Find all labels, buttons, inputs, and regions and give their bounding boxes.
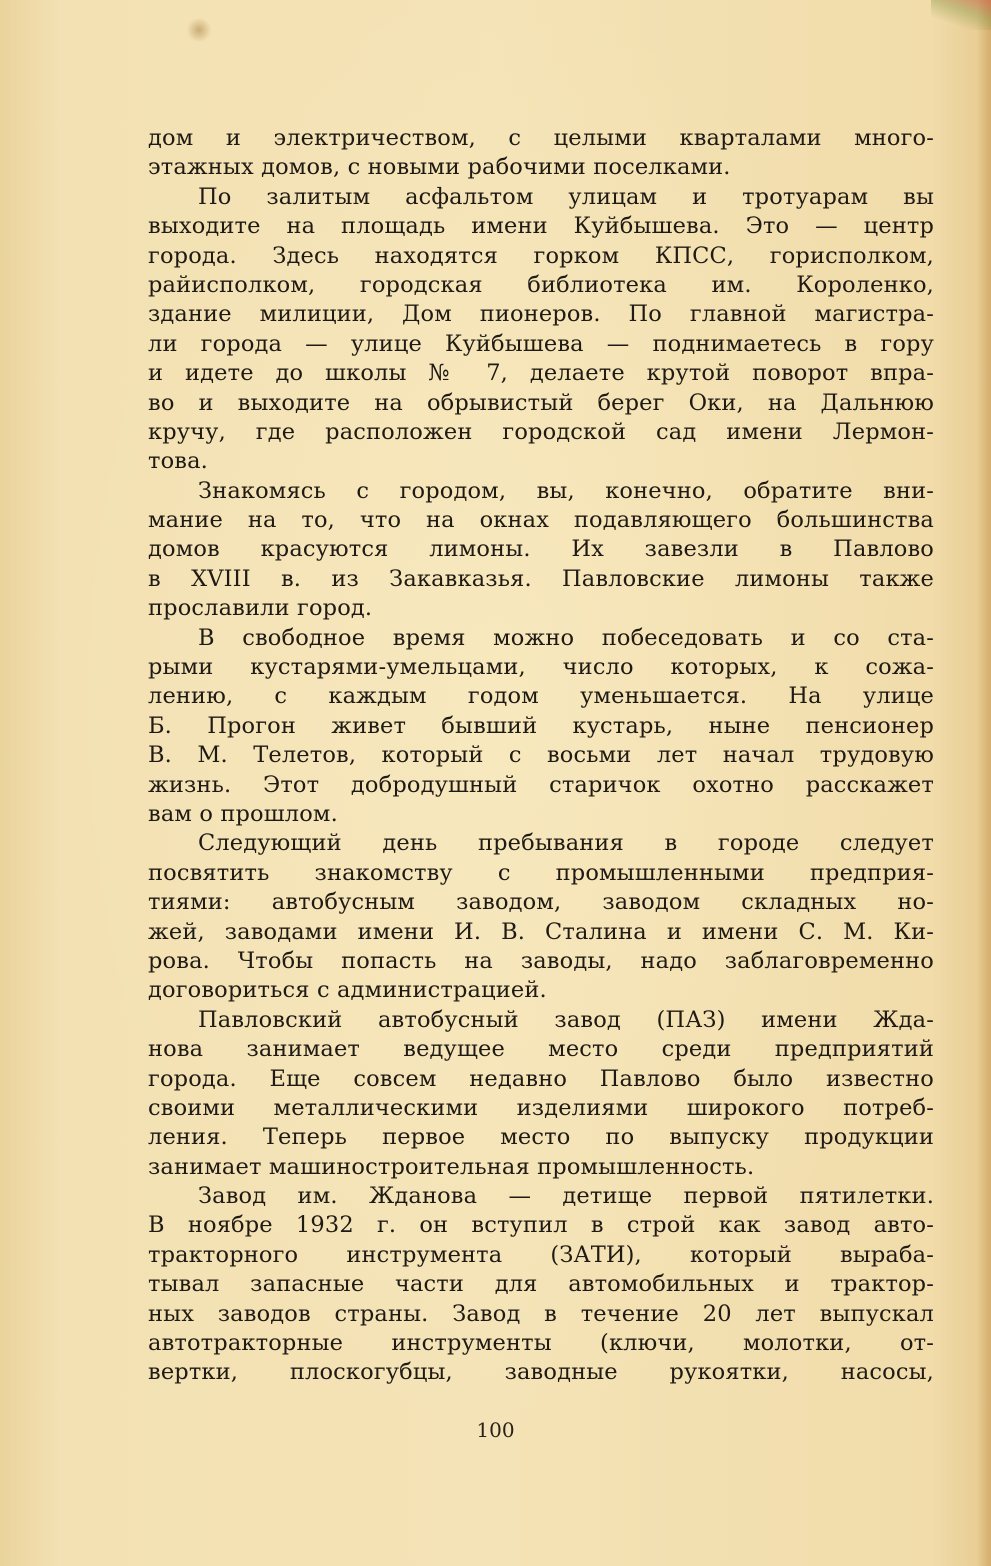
page-edge-shadow: [977, 0, 991, 1566]
text-line: райисполком, городская библиотека им. Короленко,: [148, 271, 934, 298]
text-line: вертки, плоскогубцы, заводные рукоятки, насосы,: [148, 1359, 934, 1386]
text-line: По залитым асфальтом улицам и тротуарам вы: [198, 183, 934, 210]
text-line: Б. Прогон живет бывший кустарь, ныне пенсионер: [148, 712, 934, 739]
text-line: занимает машиностроительная промышленность.: [148, 1153, 755, 1180]
text-line: Знакомясь с городом, вы, конечно, обратите вни-: [198, 477, 934, 504]
text-line: Завод им. Жданова — детище первой пятилетки.: [198, 1183, 934, 1210]
text-line: договориться с администрацией.: [148, 977, 547, 1004]
text-line: тиями: автобусным заводом, заводом складных но-: [148, 889, 934, 916]
text-line: во и выходите на обрывистый берег Оки, на Дальнюю: [148, 389, 934, 416]
text-line: Следующий день пребывания в городе следует: [198, 830, 934, 857]
text-line: в XVIII в. из Закавказья. Павловские лимоны также: [148, 565, 934, 592]
text-line: мание на то, что на окнах подавляющего большинства: [148, 507, 934, 534]
text-line: ления. Теперь первое место по выпуску продукции: [148, 1124, 934, 1151]
text-line: своими металлическими изделиями широкого потреб-: [148, 1094, 934, 1121]
text-line: города. Еще совсем недавно Павлово было известно: [148, 1065, 934, 1092]
text-line: прославили город.: [148, 595, 373, 622]
text-line: Павловский автобусный завод (ПАЗ) имени Жда-: [198, 1006, 934, 1033]
paper-spot: [186, 18, 212, 42]
text-line: ли города — улице Куйбышева — поднимаетесь в гору: [148, 330, 934, 357]
text-line: вам о прошлом.: [148, 800, 338, 827]
text-line: и идете до школы № 7, делаете крутой поворот впра-: [148, 360, 934, 387]
text-line: жизнь. Этот добродушный старичок охотно расскажет: [148, 771, 934, 798]
text-line: това.: [148, 448, 208, 475]
text-line: здание милиции, Дом пионеров. По главной магистра-: [148, 301, 934, 328]
text-line: тывал запасные части для автомобильных и трактор-: [148, 1271, 934, 1298]
text-line: выходите на площадь имени Куйбышева. Это — центр: [148, 213, 934, 240]
text-line: тракторного инструмента (ЗАТИ), который выраба-: [148, 1241, 934, 1268]
text-line: посвятить знакомству с промышленными предприя-: [148, 859, 934, 886]
text-line: нова занимает ведущее место среди предприятий: [148, 1036, 934, 1063]
text-line: города. Здесь находятся горком КПСС, горисполком,: [148, 242, 934, 269]
text-line: дом и электричеством, с целыми кварталами много-: [148, 125, 934, 151]
text-line: рыми кустарями-умельцами, число которых, к сожа-: [148, 654, 934, 681]
text-line: жей, заводами имени И. В. Сталина и имени С. М. Ки-: [148, 918, 934, 945]
text-line: В. М. Телетов, который с восьми лет начал трудовую: [148, 742, 934, 769]
text-line: автотракторные инструменты (ключи, молотки, от-: [148, 1330, 934, 1357]
text-line: рова. Чтобы попасть на заводы, надо заблаговременно: [148, 947, 934, 974]
text-line: лению, с каждым годом уменьшается. На улице: [148, 683, 934, 710]
text-line: В свободное время можно побеседовать и со ста-: [198, 624, 934, 651]
text-line: В ноябре 1932 г. он вступил в строй как завод авто-: [148, 1212, 934, 1239]
text-line: кручу, где расположен городской сад имени Лермон-: [148, 418, 934, 445]
text-line: ных заводов страны. Завод в течение 20 лет выпускал: [148, 1300, 934, 1327]
text-line: домов красуются лимоны. Их завезли в Павлово: [148, 536, 934, 563]
corner-stain: [931, 0, 991, 30]
text-line: этажных домов, с новыми рабочими поселками.: [148, 154, 731, 181]
page-number: 100: [476, 1418, 515, 1442]
body-text: [148, 124, 934, 1388]
